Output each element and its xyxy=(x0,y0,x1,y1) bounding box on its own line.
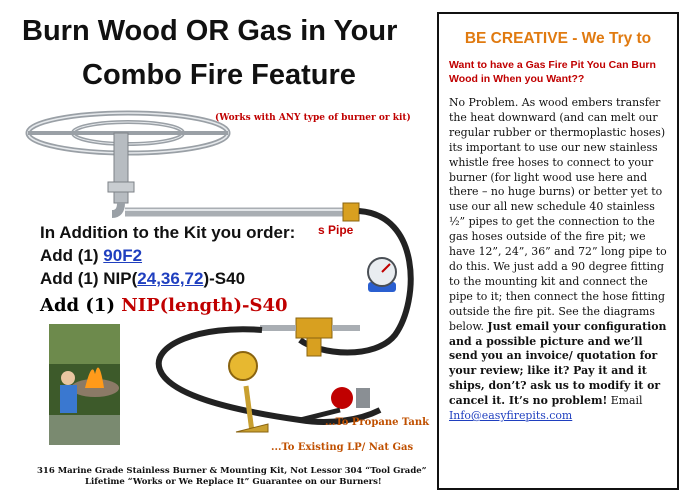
add-nip-line xyxy=(40,269,245,289)
90f2-link[interactable]: 90F2 xyxy=(103,246,143,265)
pipe-label-fragment: s Pipe xyxy=(318,223,354,237)
nip-prefix: Add (1) NIP( xyxy=(40,269,138,288)
footer-line-2: Lifetime “Works or We Replace It” Guarantee on our Burners! xyxy=(85,477,382,487)
page-title-line1: Burn Wood OR Gas in Your xyxy=(22,15,398,47)
nip-length-link[interactable]: 24,36,72 xyxy=(137,269,204,288)
page-title-line2: Combo Fire Feature xyxy=(82,59,356,91)
pressure-gauge-illustration xyxy=(368,258,396,292)
add-prefix: Add (1) xyxy=(40,246,104,265)
email-link[interactable]: Info@easyfirepits.com xyxy=(449,409,573,423)
lower-hose-illustration xyxy=(159,329,380,422)
kit-intro-text: In Addition to the Kit you order: xyxy=(40,223,296,242)
ring-burner-illustration xyxy=(28,113,228,214)
panel-body-bold: Just email your configuration and a possible picture and we’ll send you an invoice/ quotation for your review; like it? Pay it and it ships, don’t? ask us to modify it or cancel it. It’s no problem! xyxy=(449,319,667,408)
fire-pit-photo xyxy=(49,324,120,445)
info-panel xyxy=(437,12,679,490)
stainless-pipe-illustration xyxy=(125,203,359,221)
panel-body-text xyxy=(449,96,671,424)
nat-gas-label: ...To Existing LP/ Nat Gas xyxy=(271,442,414,453)
add-90f2-line xyxy=(40,246,142,266)
panel-subheading: Want to have a Gas Fire Pit You Can Burn Wood in When you Want?? xyxy=(449,59,656,85)
burner-compatibility-note: (Works with ANY type of burner or kit) xyxy=(215,113,411,123)
propane-tank-label: ...To Propane Tank xyxy=(325,417,430,428)
add-nip-length-line xyxy=(40,295,288,316)
footer-line-1: 316 Marine Grade Stainless Burner & Mounting Kit, Not Lessor 304 “Tool Grade” xyxy=(37,466,427,476)
panel-heading: BE CREATIVE - We Try to xyxy=(464,30,652,47)
nip-length-prefix: Add (1) xyxy=(40,295,122,316)
email-label: Email xyxy=(607,394,643,408)
nip-length-red-text: NIP(length)-S40 xyxy=(121,295,288,316)
nip-suffix: )-S40 xyxy=(203,269,246,288)
panel-body-plain: No Problem. As wood embers transfer the heat downward (and can melt our regular rubber or thermoplastic hoses) its important to use our new stainless whistle free hoses to connect to your burner (for light wood use here and there – no huge burns) or better yet to use our all new schedule 40 stainless ½” pipes to get the connection to the gas hoses outside of the fire pit; we have 12”, 24”, 36” and 72” long pipe to do this. We just add a 90 degree fitting to the mounting kit and connect the pipe to it; then connect the hose fitting outside the fire pit. See the diagrams below. xyxy=(449,96,667,333)
key-valve-illustration xyxy=(229,352,268,432)
